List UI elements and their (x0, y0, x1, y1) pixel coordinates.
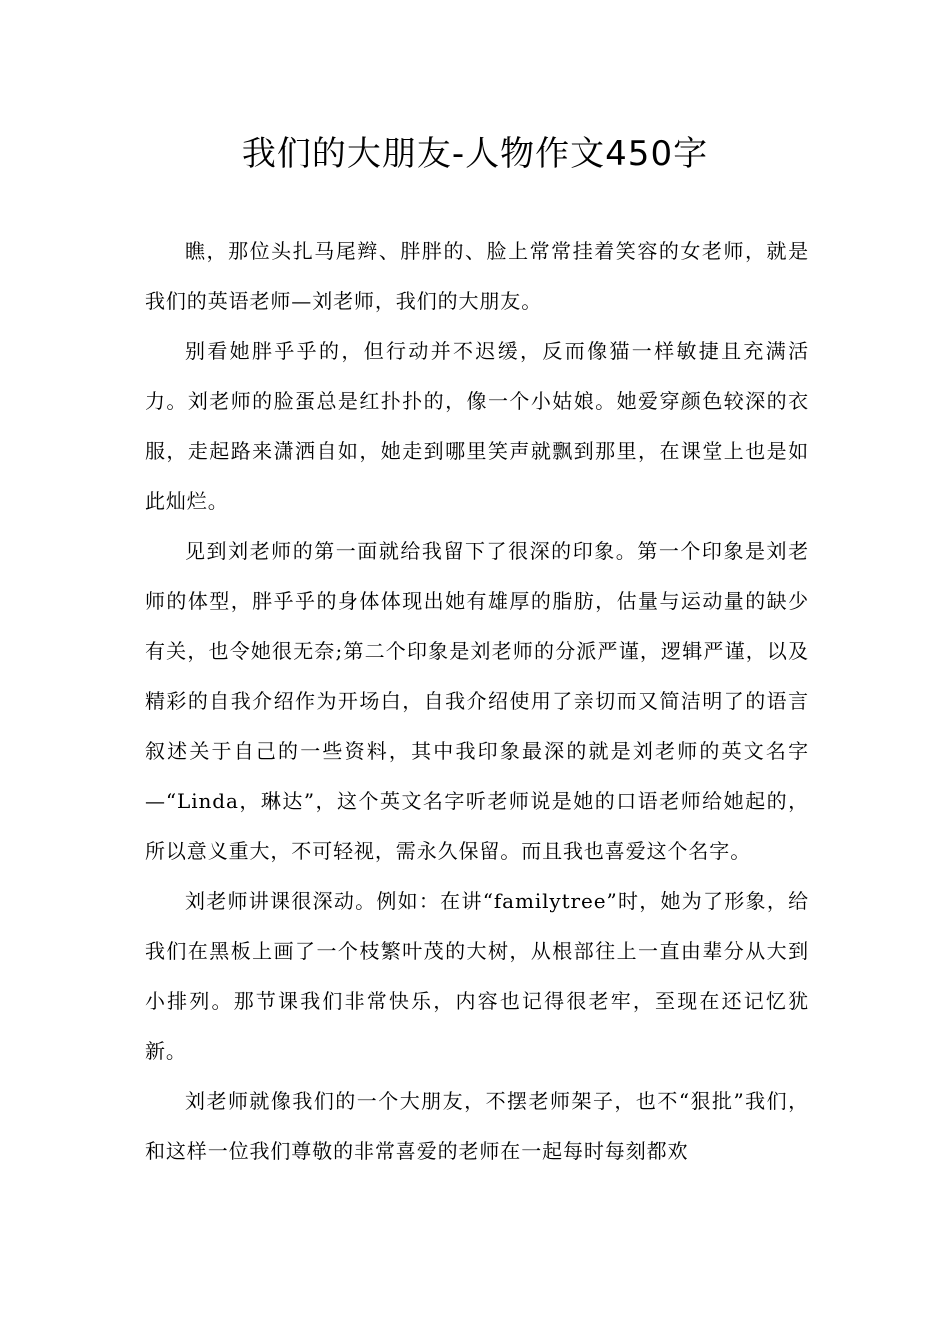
paragraph-5: 刘老师就像我们的一个大朋友，不摆老师架子，也不“狠批”我们，和这样一位我们尊敬的非常喜爱的老师在一起每时每刻都欢 (145, 1089, 809, 1163)
paragraph-3: 见到刘老师的第一面就给我留下了很深的印象。第一个印象是刘老师的体型，胖乎乎的身体体现出她有雄厚的脂肪，估量与运动量的缺少有关，也令她很无奈;第二个印象是刘老师的分派严谨，逻辑严谨，以及精彩的自我介绍作为开场白，自我介绍使用了亲切而又简洁明了的语言叙述关于自己的一些资料，其中我印象最深的就是刘老师的英文名字—“Linda，琳达”，这个英文名字听老师说是她的口语老师给她起的，所以意义重大，不可轻视，需永久保留。而且我也喜爱这个名字。 (145, 539, 809, 863)
paragraph-1: 瞧，那位头扎马尾辫、胖胖的、脸上常常挂着笑容的女老师，就是我们的英语老师—刘老师，我们的大朋友。 (145, 239, 809, 313)
paragraph-2: 别看她胖乎乎的，但行动并不迟缓，反而像猫一样敏捷且充满活力。刘老师的脸蛋总是红扑扑的，像一个小姑娘。她爱穿颜色较深的衣服，走起路来潇洒自如，她走到哪里笑声就飘到那里，在课堂上也是如此灿烂。 (145, 339, 809, 513)
paragraph-4: 刘老师讲课很深动。例如：在讲“familytree”时，她为了形象，给我们在黑板上画了一个枝繁叶茂的大树，从根部往上一直由辈分从大到小排列。那节课我们非常快乐，内容也记得很老牢，至现在还记忆犹新。 (145, 889, 809, 1063)
document-title: 我们的大朋友-人物作文450字 (241, 134, 709, 174)
document-body (145, 226, 809, 1176)
